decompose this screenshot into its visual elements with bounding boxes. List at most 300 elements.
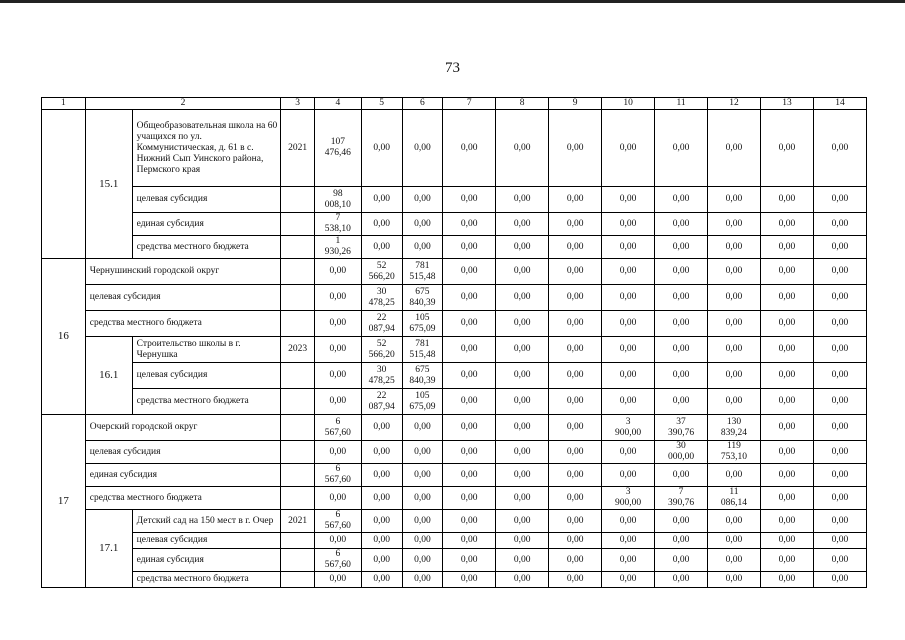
value-cell xyxy=(496,487,549,510)
value-cell xyxy=(813,389,866,415)
value-cell xyxy=(402,285,443,311)
cell-value: 0,00 xyxy=(460,396,478,406)
value-cell xyxy=(760,110,813,187)
cell-value: 0,00 xyxy=(725,574,743,584)
value-cell xyxy=(602,187,655,213)
cell-value: 0,00 xyxy=(619,218,637,229)
value-cell xyxy=(655,415,708,441)
value-cell xyxy=(602,510,655,533)
cell-value: 0,00 xyxy=(329,396,347,406)
cell-value: 0,00 xyxy=(778,535,796,545)
cell-value: 0,00 xyxy=(373,515,390,526)
value-cell xyxy=(813,236,866,259)
cell-value: 30 478,25 xyxy=(368,286,395,308)
value-cell xyxy=(708,285,761,311)
value-cell xyxy=(655,572,708,588)
cell-value: 0,00 xyxy=(513,292,531,302)
table-body xyxy=(42,110,867,588)
row-label-cell: Чернушинский городской округ xyxy=(85,259,281,285)
value-cell xyxy=(708,187,761,213)
cell-value: 0,00 xyxy=(672,574,690,584)
cell-value: 0,00 xyxy=(619,446,637,457)
object-name-cell: Общеобразовательная школа на 60 учащихся по ул. Коммунистическая, д. 61 в с. Нижний Сып Уинского района, Пермского края xyxy=(132,110,281,187)
cell-value: 0,00 xyxy=(831,396,849,406)
subitem-number-cell: 15.1 xyxy=(85,110,132,259)
cell-value: 0,00 xyxy=(566,515,584,526)
value-cell xyxy=(361,389,402,415)
cell-value: 0,00 xyxy=(619,535,637,545)
value-cell xyxy=(443,510,496,533)
value-cell xyxy=(655,285,708,311)
cell-value: 0,00 xyxy=(414,492,431,503)
cell-value: 675 840,39 xyxy=(409,364,436,386)
value-cell xyxy=(760,389,813,415)
cell-value: 0,00 xyxy=(778,142,796,153)
value-cell xyxy=(549,259,602,285)
value-cell xyxy=(361,510,402,533)
cell-value: 0,00 xyxy=(329,370,347,380)
value-cell xyxy=(314,510,361,533)
cell-value: 0,00 xyxy=(725,370,743,380)
value-cell xyxy=(708,389,761,415)
value-cell xyxy=(549,285,602,311)
cell-value: 0,00 xyxy=(566,194,584,204)
cell-value: 0,00 xyxy=(778,422,796,432)
cell-value: 3 900,00 xyxy=(615,416,642,438)
cell-value: 0,00 xyxy=(566,396,584,406)
cell-value: 0,00 xyxy=(566,554,584,565)
table-row xyxy=(42,337,867,363)
value-cell xyxy=(314,110,361,187)
value-cell xyxy=(813,510,866,533)
cell-value: 0,00 xyxy=(513,318,531,328)
group-number-cell: 17 xyxy=(42,415,86,588)
value-cell xyxy=(602,572,655,588)
value-cell xyxy=(443,441,496,464)
value-cell xyxy=(402,337,443,363)
table-row xyxy=(42,487,867,510)
cell-value: 0,00 xyxy=(513,469,531,480)
cell-value: 0,00 xyxy=(513,574,531,584)
value-cell xyxy=(402,572,443,588)
cell-value: 0,00 xyxy=(725,218,743,229)
row-label-cell: целевая субсидия xyxy=(85,285,281,311)
header-cell: 13 xyxy=(760,98,813,110)
value-cell xyxy=(443,572,496,588)
cell-value: 0,00 xyxy=(619,241,637,252)
value-cell xyxy=(443,389,496,415)
cell-value: 0,00 xyxy=(831,469,849,480)
value-cell xyxy=(708,533,761,549)
cell-value: 0,00 xyxy=(619,554,637,565)
value-cell xyxy=(760,363,813,389)
value-cell xyxy=(361,311,402,337)
cell-value: 0,00 xyxy=(831,370,849,380)
header-cell: 1 xyxy=(42,98,86,110)
cell-value: 0,00 xyxy=(619,515,637,526)
cell-value: 0,00 xyxy=(460,469,478,480)
value-cell xyxy=(655,363,708,389)
cell-value: 0,00 xyxy=(725,535,743,545)
value-cell xyxy=(760,441,813,464)
table-row xyxy=(42,213,867,236)
value-cell xyxy=(760,285,813,311)
value-cell xyxy=(402,441,443,464)
cell-value: 37 390,76 xyxy=(667,416,695,438)
cell-value: 0,00 xyxy=(725,292,743,302)
year-cell: 2021 xyxy=(281,510,315,533)
value-cell xyxy=(655,549,708,572)
value-cell xyxy=(496,337,549,363)
cell-value: 0,00 xyxy=(672,396,690,406)
cell-value: 0,00 xyxy=(414,554,431,565)
cell-value: 0,00 xyxy=(566,218,584,229)
value-cell xyxy=(549,415,602,441)
cell-value: 0,00 xyxy=(831,574,849,584)
cell-value: 781 515,48 xyxy=(409,260,436,282)
value-cell xyxy=(496,389,549,415)
value-cell xyxy=(443,285,496,311)
cell-value: 0,00 xyxy=(460,292,478,302)
cell-value: 0,00 xyxy=(778,241,796,252)
value-cell xyxy=(361,110,402,187)
value-cell xyxy=(361,464,402,487)
value-cell xyxy=(813,533,866,549)
cell-value: 0,00 xyxy=(513,266,531,276)
value-cell xyxy=(549,572,602,588)
cell-value: 0,00 xyxy=(725,469,743,480)
cell-value: 0,00 xyxy=(778,218,796,229)
value-cell xyxy=(361,236,402,259)
table-row xyxy=(42,415,867,441)
cell-value: 30 000,00 xyxy=(667,441,695,462)
cell-value: 0,00 xyxy=(619,396,637,406)
year-cell: 2023 xyxy=(281,337,315,363)
cell-value: 0,00 xyxy=(778,396,796,406)
value-cell xyxy=(549,487,602,510)
subitem-number-cell: 17.1 xyxy=(85,510,132,588)
cell-value: 0,00 xyxy=(414,142,431,153)
cell-value: 119 753,10 xyxy=(720,441,748,462)
cell-value: 0,00 xyxy=(566,142,584,153)
cell-value: 0,00 xyxy=(619,292,637,302)
row-label-cell: средства местного бюджета xyxy=(132,389,281,415)
value-cell xyxy=(549,363,602,389)
row-label-cell: целевая субсидия xyxy=(132,363,281,389)
cell-value: 0,00 xyxy=(672,266,690,276)
header-row xyxy=(42,98,867,110)
year-cell xyxy=(281,259,315,285)
cell-value: 0,00 xyxy=(329,535,347,545)
value-cell xyxy=(655,464,708,487)
cell-value: 0,00 xyxy=(672,469,690,480)
cell-value: 0,00 xyxy=(460,344,478,354)
cell-value: 3 900,00 xyxy=(615,487,642,508)
cell-value: 0,00 xyxy=(831,194,849,204)
table-row xyxy=(42,187,867,213)
cell-value: 0,00 xyxy=(672,554,690,565)
table-row xyxy=(42,259,867,285)
cell-value: 0,00 xyxy=(414,515,431,526)
table-row xyxy=(42,236,867,259)
cell-value: 0,00 xyxy=(460,446,478,457)
cell-value: 0,00 xyxy=(778,194,796,204)
year-cell xyxy=(281,213,315,236)
cell-value: 0,00 xyxy=(460,241,478,252)
value-cell xyxy=(314,213,361,236)
cell-value: 0,00 xyxy=(513,396,531,406)
table-row xyxy=(42,464,867,487)
cell-value: 0,00 xyxy=(513,515,531,526)
cell-value: 30 478,25 xyxy=(368,364,395,386)
cell-value: 0,00 xyxy=(566,492,584,503)
value-cell xyxy=(813,337,866,363)
cell-value: 0,00 xyxy=(778,492,796,503)
value-cell xyxy=(496,259,549,285)
value-cell xyxy=(361,337,402,363)
cell-value: 98 008,10 xyxy=(324,188,351,210)
cell-value: 0,00 xyxy=(778,574,796,584)
value-cell xyxy=(402,213,443,236)
cell-value: 0,00 xyxy=(725,344,743,354)
value-cell xyxy=(402,110,443,187)
value-cell xyxy=(496,572,549,588)
value-cell xyxy=(813,259,866,285)
value-cell xyxy=(708,110,761,187)
table-row xyxy=(42,363,867,389)
cell-value: 0,00 xyxy=(778,266,796,276)
cell-value: 0,00 xyxy=(460,142,478,153)
value-cell xyxy=(602,110,655,187)
value-cell xyxy=(496,464,549,487)
cell-value: 0,00 xyxy=(831,292,849,302)
cell-value: 0,00 xyxy=(373,194,390,204)
cell-value: 0,00 xyxy=(373,422,390,432)
cell-value: 0,00 xyxy=(513,492,531,503)
page-number: 73 xyxy=(445,60,460,76)
value-cell xyxy=(655,236,708,259)
value-cell xyxy=(708,236,761,259)
cell-value: 0,00 xyxy=(778,318,796,328)
value-cell xyxy=(361,363,402,389)
row-label-cell: Очерский городской округ xyxy=(85,415,281,441)
cell-value: 0,00 xyxy=(513,344,531,354)
cell-value: 0,00 xyxy=(513,241,531,252)
row-label-cell: целевая субсидия xyxy=(132,533,281,549)
value-cell xyxy=(443,487,496,510)
value-cell xyxy=(655,533,708,549)
value-cell xyxy=(760,487,813,510)
cell-value: 0,00 xyxy=(373,574,390,584)
value-cell xyxy=(708,415,761,441)
value-cell xyxy=(602,464,655,487)
value-cell xyxy=(760,337,813,363)
cell-value: 0,00 xyxy=(725,396,743,406)
value-cell xyxy=(443,213,496,236)
value-cell xyxy=(708,549,761,572)
cell-value: 0,00 xyxy=(778,370,796,380)
cell-value: 0,00 xyxy=(831,318,849,328)
header-cell: 9 xyxy=(549,98,602,110)
cell-value: 0,00 xyxy=(460,515,478,526)
cell-value: 0,00 xyxy=(725,194,743,204)
value-cell xyxy=(813,487,866,510)
cell-value: 1 930,26 xyxy=(324,236,351,257)
cell-value: 0,00 xyxy=(414,469,431,480)
value-cell xyxy=(708,213,761,236)
cell-value: 0,00 xyxy=(513,370,531,380)
value-cell xyxy=(443,110,496,187)
value-cell xyxy=(655,213,708,236)
value-cell xyxy=(549,441,602,464)
value-cell xyxy=(602,415,655,441)
table-row xyxy=(42,311,867,337)
value-cell xyxy=(402,549,443,572)
value-cell xyxy=(314,572,361,588)
year-cell xyxy=(281,441,315,464)
cell-value: 0,00 xyxy=(725,266,743,276)
value-cell xyxy=(361,487,402,510)
row-label-cell: средства местного бюджета xyxy=(132,236,281,259)
value-cell xyxy=(443,259,496,285)
header-cell: 3 xyxy=(281,98,315,110)
value-cell xyxy=(443,337,496,363)
value-cell xyxy=(314,441,361,464)
value-cell xyxy=(496,311,549,337)
cell-value: 6 567,60 xyxy=(324,549,351,570)
cell-value: 0,00 xyxy=(460,554,478,565)
value-cell xyxy=(602,311,655,337)
value-cell xyxy=(602,549,655,572)
cell-value: 0,00 xyxy=(373,535,390,545)
cell-value: 0,00 xyxy=(672,515,690,526)
cell-value: 781 515,48 xyxy=(409,338,436,360)
cell-value: 107 476,46 xyxy=(324,137,351,158)
value-cell xyxy=(443,363,496,389)
value-cell xyxy=(813,213,866,236)
value-cell xyxy=(813,415,866,441)
table-row xyxy=(42,533,867,549)
cell-value: 0,00 xyxy=(831,218,849,229)
value-cell xyxy=(549,464,602,487)
value-cell xyxy=(760,213,813,236)
year-cell xyxy=(281,415,315,441)
value-cell xyxy=(549,510,602,533)
value-cell xyxy=(314,415,361,441)
value-cell xyxy=(813,464,866,487)
cell-value: 0,00 xyxy=(672,194,690,204)
value-cell xyxy=(708,510,761,533)
cell-value: 0,00 xyxy=(831,535,849,545)
cell-value: 0,00 xyxy=(672,535,690,545)
value-cell xyxy=(361,213,402,236)
value-cell xyxy=(496,285,549,311)
header-cell: 12 xyxy=(708,98,761,110)
value-cell xyxy=(402,464,443,487)
value-cell xyxy=(602,236,655,259)
funding-table xyxy=(41,97,867,588)
cell-value: 0,00 xyxy=(460,574,478,584)
value-cell xyxy=(760,259,813,285)
value-cell xyxy=(361,533,402,549)
value-cell xyxy=(402,510,443,533)
year-cell xyxy=(281,572,315,588)
value-cell xyxy=(655,259,708,285)
value-cell xyxy=(602,337,655,363)
value-cell xyxy=(708,441,761,464)
value-cell xyxy=(549,389,602,415)
value-cell xyxy=(549,549,602,572)
cell-value: 0,00 xyxy=(831,241,849,252)
value-cell xyxy=(314,363,361,389)
value-cell xyxy=(402,415,443,441)
row-label-cell: целевая субсидия xyxy=(132,187,281,213)
value-cell xyxy=(314,187,361,213)
value-cell xyxy=(813,363,866,389)
header-cell: 14 xyxy=(813,98,866,110)
value-cell xyxy=(443,464,496,487)
value-cell xyxy=(760,510,813,533)
value-cell xyxy=(813,285,866,311)
value-cell xyxy=(760,549,813,572)
year-cell xyxy=(281,187,315,213)
cell-value: 22 087,94 xyxy=(368,312,395,334)
row-label-cell: средства местного бюджета xyxy=(132,572,281,588)
cell-value: 0,00 xyxy=(373,492,390,503)
value-cell xyxy=(361,187,402,213)
value-cell xyxy=(760,415,813,441)
cell-value: 0,00 xyxy=(329,446,347,457)
value-cell xyxy=(314,549,361,572)
cell-value: 0,00 xyxy=(831,554,849,565)
value-cell xyxy=(813,110,866,187)
value-cell xyxy=(760,236,813,259)
group-number-cell xyxy=(42,110,86,259)
value-cell xyxy=(708,487,761,510)
cell-value: 0,00 xyxy=(619,344,637,354)
value-cell xyxy=(655,389,708,415)
year-cell xyxy=(281,285,315,311)
cell-value: 0,00 xyxy=(672,241,690,252)
table-row xyxy=(42,110,867,187)
value-cell xyxy=(760,533,813,549)
value-cell xyxy=(443,549,496,572)
value-cell xyxy=(496,363,549,389)
top-border-line xyxy=(0,0,905,3)
header-cell: 8 xyxy=(496,98,549,110)
value-cell xyxy=(655,487,708,510)
year-cell xyxy=(281,533,315,549)
cell-value: 0,00 xyxy=(566,535,584,545)
cell-value: 0,00 xyxy=(460,535,478,545)
cell-value: 11 086,14 xyxy=(720,487,748,508)
cell-value: 0,00 xyxy=(513,218,531,229)
cell-value: 0,00 xyxy=(672,142,690,153)
value-cell xyxy=(602,487,655,510)
value-cell xyxy=(655,337,708,363)
value-cell xyxy=(813,311,866,337)
header-cell: 2 xyxy=(85,98,281,110)
cell-value: 0,00 xyxy=(672,318,690,328)
value-cell xyxy=(402,259,443,285)
value-cell xyxy=(496,213,549,236)
cell-value: 52 566,20 xyxy=(368,338,395,360)
value-cell xyxy=(443,236,496,259)
value-cell xyxy=(443,187,496,213)
value-cell xyxy=(314,487,361,510)
cell-value: 0,00 xyxy=(460,194,478,204)
value-cell xyxy=(549,337,602,363)
